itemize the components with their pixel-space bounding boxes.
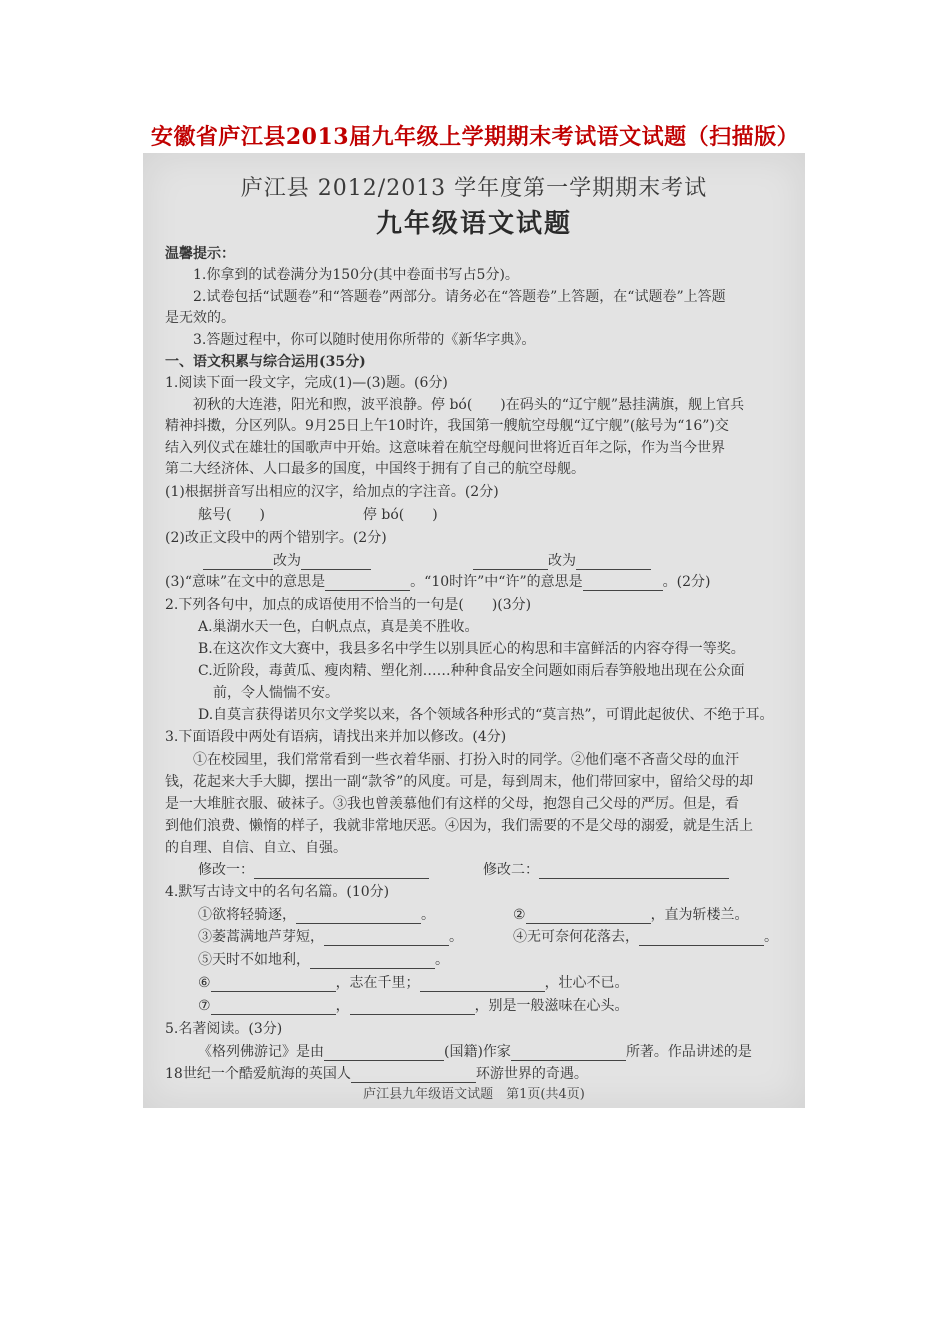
q1-sub-2-answer-2: 改为 xyxy=(473,552,651,570)
page-footer: 庐江县九年级语文试题 第1页(共4页) xyxy=(363,1087,585,1102)
q4-item-5: ⑤天时不如地利， 。 xyxy=(198,952,449,968)
answer-blank[interactable] xyxy=(254,864,429,879)
q1-sub-1-items: 舷号( ) 停 bó( ) xyxy=(198,507,438,523)
section-1-heading: 一、语文积累与综合运用(35分) xyxy=(165,354,366,370)
answer-blank[interactable] xyxy=(420,977,545,992)
answer-blank[interactable] xyxy=(351,1068,476,1083)
q1-sub-1: (1)根据拼音写出相应的汉字，给加点的字注音。(2分) xyxy=(165,484,499,500)
q5-prompt: 5.名著阅读。(3分) xyxy=(165,1021,283,1037)
answer-blank[interactable] xyxy=(203,555,273,570)
q3-fix-1: 修改一： xyxy=(198,861,429,879)
scanned-exam-page xyxy=(143,153,805,1108)
tips-heading: 温馨提示： xyxy=(165,246,235,262)
answer-blank[interactable] xyxy=(576,555,651,570)
answer-blank[interactable] xyxy=(526,909,651,924)
q4-item-7: ⑦ ， ，别是一般滋味在心头。 xyxy=(198,998,629,1014)
q1-passage-line: 结入列仪式在雄壮的国歌声中开始。这意味着在航空母舰问世将近百年之际，作为当今世界 xyxy=(165,440,725,456)
exam-title: 庐江县 2012/2013 学年度第一学期期末考试 xyxy=(240,176,708,201)
answer-blank[interactable] xyxy=(310,954,435,969)
answer-blank[interactable] xyxy=(539,864,729,879)
q2-option-c-cont: 前，令人惴惴不安。 xyxy=(213,685,339,701)
document-title: 安徽省庐江县2013届九年级上学期期末考试语文试题（扫描版） xyxy=(150,124,800,150)
q1-sub-3: (3)“意味”在文中的意思是 。“10时许”中“许”的意思是 。(2分) xyxy=(165,574,711,590)
q3-fix-2: 修改二： xyxy=(483,861,729,879)
q2-option-c: C.近阶段，毒黄瓜、瘦肉精、塑化剂……种种食品安全问题如雨后春笋般地出现在公众面 xyxy=(198,663,745,679)
q3-passage-line: 的自理、自信、自立、自强。 xyxy=(165,840,347,856)
q1-passage-line: 精神抖擞，分区列队。9月25日上午10时许，我国第一艘航空母舰“辽宁舰”(舷号为“16”)交 xyxy=(165,418,729,434)
q5-line-1: 《格列佛游记》是由 (国籍)作家 所著。作品讲述的是 xyxy=(198,1044,752,1060)
q1-prompt: 1.阅读下面一段文字，完成(1)—(3)题。(6分) xyxy=(165,375,448,391)
answer-blank[interactable] xyxy=(211,1000,336,1015)
q3-passage-line: 到他们浪费、懒惰的样子，我就非常地厌恶。④因为，我们需要的不是父母的溺爱，就是生活上 xyxy=(165,818,753,834)
q2-option-b: B.在这次作文大赛中，我县多名中学生以别具匠心的构思和丰富鲜活的内容夺得一等奖。 xyxy=(198,641,745,657)
q1-sub-2-answer-1: 改为 xyxy=(203,552,371,570)
q3-passage-line: 是一大堆脏衣服、破袜子。③我也曾羡慕他们有这样的父母，抱怨自己父母的严厉。但是，看 xyxy=(165,796,739,812)
q2-prompt: 2.下列各句中，加点的成语使用不恰当的一句是( )(3分) xyxy=(165,597,532,613)
answer-blank[interactable] xyxy=(324,931,449,946)
q4-item-2: ② ，直为斩楼兰。 xyxy=(513,907,749,923)
answer-blank[interactable] xyxy=(211,977,336,992)
q3-passage-line: ①在校园里，我们常常看到一些衣着华丽、打扮入时的同学。②他们毫不吝啬父母的血汗 xyxy=(193,752,739,768)
answer-blank[interactable] xyxy=(639,931,764,946)
q2-option-a: A.巢湖水天一色，白帆点点，真是美不胜收。 xyxy=(198,619,479,635)
answer-blank[interactable] xyxy=(325,576,410,591)
tip-3: 3.答题过程中，你可以随时使用你所带的《新华字典》。 xyxy=(193,332,536,348)
tip-1: 1.你拿到的试卷满分为150分(其中卷面书写占5分)。 xyxy=(193,267,519,283)
answer-blank[interactable] xyxy=(296,909,421,924)
q2-option-d: D.自莫言获得诺贝尔文学奖以来，各个领域各种形式的“莫言热”，可谓此起彼伏、不绝于耳。 xyxy=(198,707,774,723)
q3-prompt: 3.下面语段中两处有语病，请找出来并加以修改。(4分) xyxy=(165,729,507,745)
q3-passage-line: 钱，花起来大手大脚，摆出一副“款爷”的风度。可是，每到周末，他们带回家中，留给父母的却 xyxy=(165,774,754,790)
exam-subtitle: 九年级语文试题 xyxy=(375,209,572,239)
q4-item-1: ①欲将轻骑逐， 。 xyxy=(198,907,435,923)
tip-2: 2.试卷包括“试题卷”和“答题卷”两部分。请务必在“答题卷”上答题，在“试题卷”上答题 xyxy=(193,289,726,305)
q4-item-3: ③萎蒿满地芦芽短， 。 xyxy=(198,929,463,945)
q4-prompt: 4.默写古诗文中的名句名篇。(10分) xyxy=(165,884,390,900)
answer-blank[interactable] xyxy=(511,1046,626,1061)
answer-blank[interactable] xyxy=(350,1000,475,1015)
q4-item-4: ④无可奈何花落去， 。 xyxy=(513,929,778,945)
answer-blank[interactable] xyxy=(324,1046,444,1061)
q1-sub-2: (2)改正文段中的两个错别字。(2分) xyxy=(165,530,387,546)
q1-passage-line: 初秋的大连港，阳光和煦，波平浪静。停 bó( )在码头的“辽宁舰”悬挂满旗，舰上官兵 xyxy=(193,397,745,413)
q1-passage-line: 第二大经济体、人口最多的国度，中国终于拥有了自己的航空母舰。 xyxy=(165,461,585,477)
answer-blank[interactable] xyxy=(301,555,371,570)
tip-2-cont: 是无效的。 xyxy=(165,310,235,326)
answer-blank[interactable] xyxy=(583,576,663,591)
answer-blank[interactable] xyxy=(473,555,548,570)
q4-item-6: ⑥ ，志在千里； ，壮心不已。 xyxy=(198,975,629,991)
q5-line-2: 18世纪一个酷爱航海的英国人 环游世界的奇遇。 xyxy=(165,1066,588,1082)
